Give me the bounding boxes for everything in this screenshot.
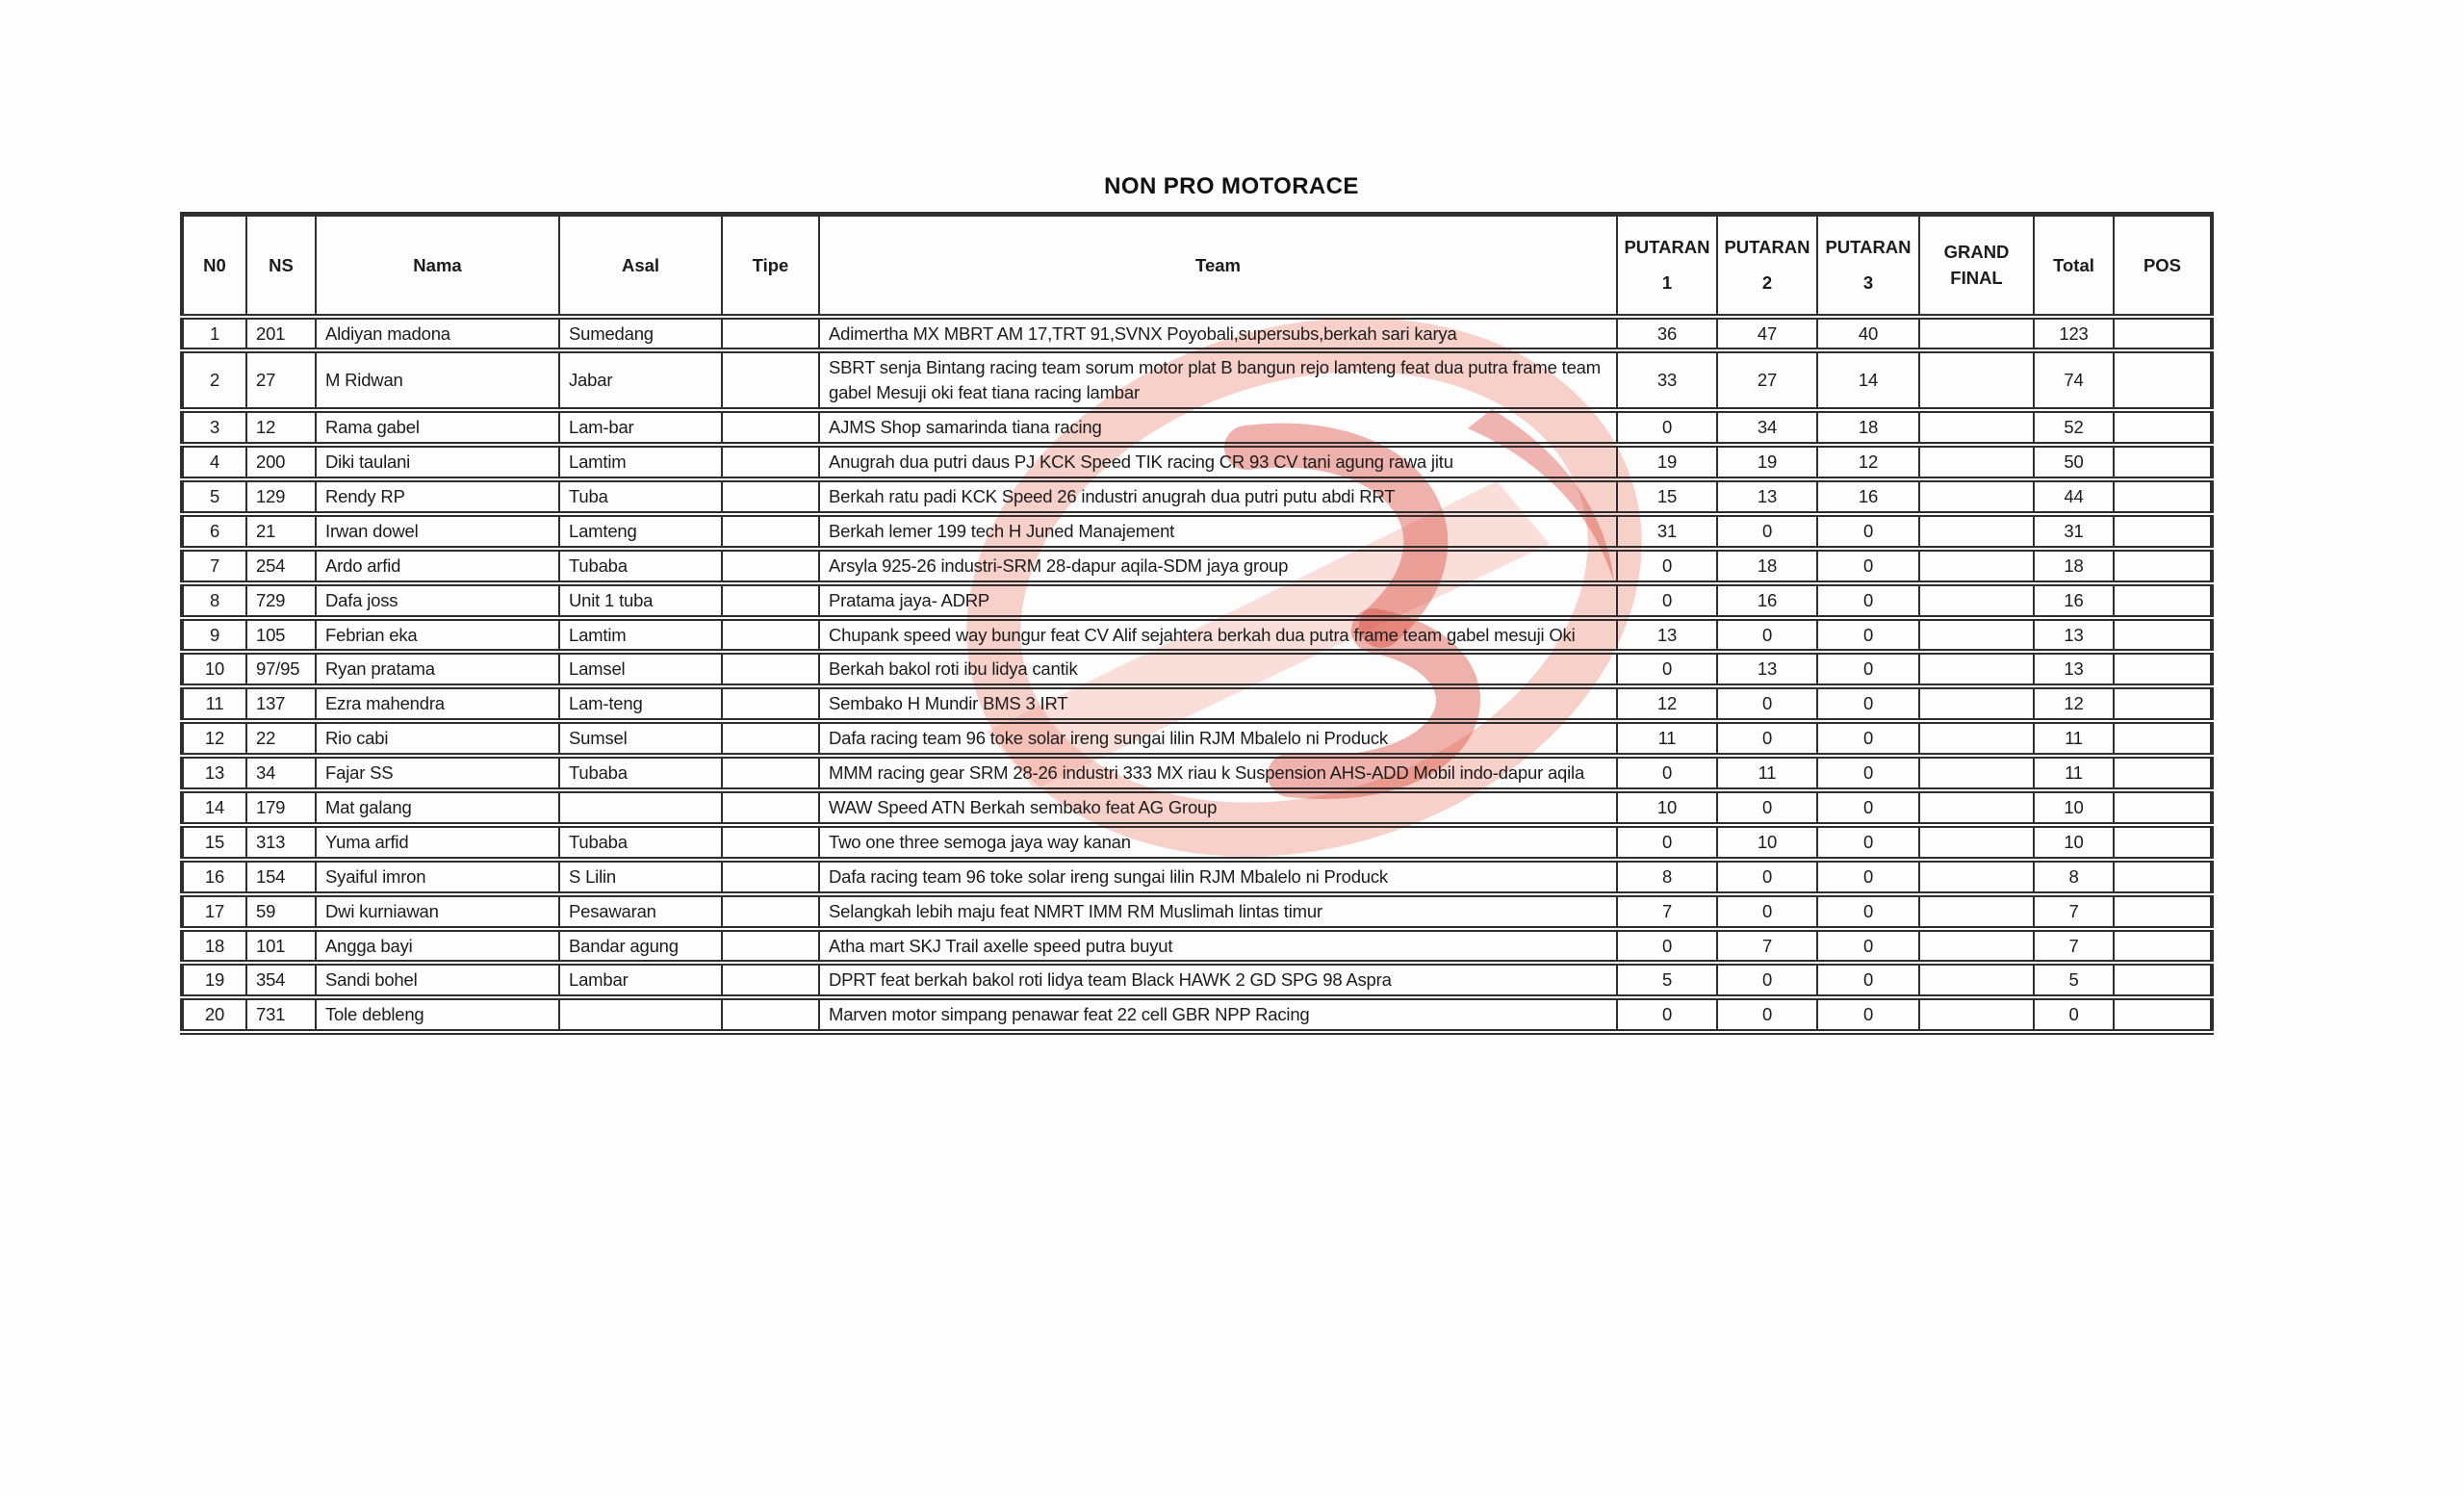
cell-gf <box>1919 686 2034 721</box>
cell-team: Arsyla 925-26 industri-SRM 28-dapur aqila-SDM jaya group <box>819 549 1617 583</box>
table-row <box>182 860 2212 894</box>
cell-no: 13 <box>182 756 246 790</box>
cell-team: Atha mart SKJ Trail axelle speed putra buyut <box>819 929 1617 964</box>
cell-nama: Irwan dowel <box>316 514 559 549</box>
cell-gf <box>1919 583 2034 618</box>
cell-p3: 12 <box>1817 445 1919 479</box>
cell-no: 8 <box>182 583 246 618</box>
cell-team: Dafa racing team 96 toke solar ireng sungai lilin RJM Mbalelo ni Produck <box>819 721 1617 756</box>
cell-p1: 12 <box>1617 686 1717 721</box>
cell-team: Anugrah dua putri daus PJ KCK Speed TIK racing CR 93 CV tani agung rawa jitu <box>819 445 1617 479</box>
cell-nama: M Ridwan <box>316 350 559 410</box>
cell-no: 9 <box>182 618 246 653</box>
cell-pos <box>2114 583 2212 618</box>
cell-tipe <box>722 317 819 351</box>
cell-total: 123 <box>2034 317 2114 351</box>
cell-nama: Rio cabi <box>316 721 559 756</box>
table-row <box>182 929 2212 964</box>
cell-p1: 10 <box>1617 790 1717 825</box>
table-row <box>182 963 2212 997</box>
cell-p1: 11 <box>1617 721 1717 756</box>
cell-tipe <box>722 860 819 894</box>
table-row <box>182 825 2212 860</box>
cell-total: 5 <box>2034 963 2114 997</box>
cell-p2: 18 <box>1717 549 1817 583</box>
cell-p1: 0 <box>1617 549 1717 583</box>
cell-total: 74 <box>2034 350 2114 410</box>
table-row <box>182 894 2212 929</box>
cell-tipe <box>722 652 819 686</box>
cell-p3: 14 <box>1817 350 1919 410</box>
cell-total: 13 <box>2034 618 2114 653</box>
cell-nama: Mat galang <box>316 790 559 825</box>
cell-ns: 729 <box>246 583 316 618</box>
cell-p1: 15 <box>1617 479 1717 514</box>
table-row <box>182 479 2212 514</box>
cell-p1: 0 <box>1617 652 1717 686</box>
cell-gf <box>1919 997 2034 1032</box>
column-header-p3: PUTARAN 3 <box>1817 215 1919 317</box>
cell-asal: Bandar agung <box>559 929 722 964</box>
cell-total: 50 <box>2034 445 2114 479</box>
cell-p3: 0 <box>1817 756 1919 790</box>
cell-asal: Tubaba <box>559 756 722 790</box>
cell-no: 2 <box>182 350 246 410</box>
cell-asal: Tuba <box>559 479 722 514</box>
cell-tipe <box>722 894 819 929</box>
cell-pos <box>2114 997 2212 1032</box>
cell-ns: 731 <box>246 997 316 1032</box>
cell-p2: 0 <box>1717 686 1817 721</box>
cell-no: 19 <box>182 963 246 997</box>
cell-tipe <box>722 479 819 514</box>
table-body <box>182 317 2212 1033</box>
cell-asal: Unit 1 tuba <box>559 583 722 618</box>
cell-no: 11 <box>182 686 246 721</box>
table-row <box>182 410 2212 445</box>
cell-gf <box>1919 652 2034 686</box>
cell-p1: 8 <box>1617 860 1717 894</box>
cell-ns: 201 <box>246 317 316 351</box>
cell-asal: Tubaba <box>559 825 722 860</box>
column-header-tipe: Tipe <box>722 215 819 317</box>
cell-pos <box>2114 652 2212 686</box>
cell-p1: 7 <box>1617 894 1717 929</box>
cell-gf <box>1919 549 2034 583</box>
cell-team: Selangkah lebih maju feat NMRT IMM RM Muslimah lintas timur <box>819 894 1617 929</box>
cell-tipe <box>722 549 819 583</box>
cell-team: Sembako H Mundir BMS 3 IRT <box>819 686 1617 721</box>
cell-team: Berkah ratu padi KCK Speed 26 industri anugrah dua putri putu abdi RRT <box>819 479 1617 514</box>
cell-pos <box>2114 686 2212 721</box>
cell-ns: 22 <box>246 721 316 756</box>
cell-p2: 27 <box>1717 350 1817 410</box>
cell-ns: 97/95 <box>246 652 316 686</box>
cell-pos <box>2114 721 2212 756</box>
cell-gf <box>1919 929 2034 964</box>
cell-pos <box>2114 445 2212 479</box>
column-header-pos: POS <box>2114 215 2212 317</box>
cell-p3: 0 <box>1817 860 1919 894</box>
cell-ns: 313 <box>246 825 316 860</box>
cell-asal: Sumedang <box>559 317 722 351</box>
cell-asal: Lambar <box>559 963 722 997</box>
cell-ns: 34 <box>246 756 316 790</box>
cell-gf <box>1919 963 2034 997</box>
cell-p1: 31 <box>1617 514 1717 549</box>
cell-ns: 354 <box>246 963 316 997</box>
cell-asal: Sumsel <box>559 721 722 756</box>
table-row <box>182 317 2212 351</box>
cell-p2: 0 <box>1717 514 1817 549</box>
cell-gf <box>1919 350 2034 410</box>
cell-total: 10 <box>2034 825 2114 860</box>
cell-ns: 200 <box>246 445 316 479</box>
cell-asal: Lamsel <box>559 652 722 686</box>
cell-p3: 0 <box>1817 686 1919 721</box>
cell-p3: 0 <box>1817 721 1919 756</box>
cell-p1: 0 <box>1617 997 1717 1032</box>
page-title: NON PRO MOTORACE <box>1104 173 1359 199</box>
column-header-ns: NS <box>246 215 316 317</box>
cell-nama: Dafa joss <box>316 583 559 618</box>
cell-no: 15 <box>182 825 246 860</box>
cell-pos <box>2114 350 2212 410</box>
cell-asal: Lamteng <box>559 514 722 549</box>
results-table <box>180 212 2214 1035</box>
cell-tipe <box>722 997 819 1032</box>
cell-p3: 0 <box>1817 514 1919 549</box>
cell-gf <box>1919 479 2034 514</box>
cell-asal: Lamtim <box>559 445 722 479</box>
cell-asal: Tubaba <box>559 549 722 583</box>
cell-team: Berkah lemer 199 tech H Juned Manajement <box>819 514 1617 549</box>
cell-nama: Rama gabel <box>316 410 559 445</box>
table-row <box>182 756 2212 790</box>
cell-total: 18 <box>2034 549 2114 583</box>
table-row <box>182 652 2212 686</box>
cell-tipe <box>722 445 819 479</box>
cell-pos <box>2114 894 2212 929</box>
cell-tipe <box>722 686 819 721</box>
cell-nama: Ezra mahendra <box>316 686 559 721</box>
cell-total: 44 <box>2034 479 2114 514</box>
cell-team: AJMS Shop samarinda tiana racing <box>819 410 1617 445</box>
cell-ns: 27 <box>246 350 316 410</box>
cell-team: DPRT feat berkah bakol roti lidya team Black HAWK 2 GD SPG 98 Aspra <box>819 963 1617 997</box>
cell-pos <box>2114 618 2212 653</box>
cell-no: 3 <box>182 410 246 445</box>
cell-no: 4 <box>182 445 246 479</box>
table-row <box>182 583 2212 618</box>
cell-team: MMM racing gear SRM 28-26 industri 333 MX riau k Suspension AHS-ADD Mobil indo-dapur aqila <box>819 756 1617 790</box>
cell-total: 10 <box>2034 790 2114 825</box>
cell-team: Marven motor simpang penawar feat 22 cell GBR NPP Racing <box>819 997 1617 1032</box>
cell-tipe <box>722 963 819 997</box>
cell-pos <box>2114 549 2212 583</box>
cell-nama: Ardo arfid <box>316 549 559 583</box>
cell-tipe <box>722 825 819 860</box>
cell-nama: Febrian eka <box>316 618 559 653</box>
cell-nama: Ryan pratama <box>316 652 559 686</box>
cell-no: 17 <box>182 894 246 929</box>
table-row <box>182 686 2212 721</box>
cell-gf <box>1919 860 2034 894</box>
cell-tipe <box>722 618 819 653</box>
table-row <box>182 997 2212 1032</box>
cell-p2: 0 <box>1717 790 1817 825</box>
cell-nama: Yuma arfid <box>316 825 559 860</box>
cell-gf <box>1919 825 2034 860</box>
cell-p3: 40 <box>1817 317 1919 351</box>
column-header-team: Team <box>819 215 1617 317</box>
cell-team: Chupank speed way bungur feat CV Alif sejahtera berkah dua putra frame team gabel mesuji Oki <box>819 618 1617 653</box>
cell-nama: Sandi bohel <box>316 963 559 997</box>
cell-p2: 13 <box>1717 652 1817 686</box>
cell-nama: Fajar SS <box>316 756 559 790</box>
cell-p1: 0 <box>1617 756 1717 790</box>
column-header-p1: PUTARAN 1 <box>1617 215 1717 317</box>
cell-pos <box>2114 929 2212 964</box>
cell-p1: 5 <box>1617 963 1717 997</box>
cell-p2: 0 <box>1717 721 1817 756</box>
cell-total: 12 <box>2034 686 2114 721</box>
cell-asal: Lamtim <box>559 618 722 653</box>
cell-total: 13 <box>2034 652 2114 686</box>
cell-p2: 0 <box>1717 860 1817 894</box>
column-header-no: N0 <box>182 215 246 317</box>
cell-tipe <box>722 583 819 618</box>
cell-asal <box>559 790 722 825</box>
cell-p1: 0 <box>1617 583 1717 618</box>
cell-p1: 33 <box>1617 350 1717 410</box>
cell-total: 16 <box>2034 583 2114 618</box>
cell-tipe <box>722 790 819 825</box>
cell-team: Two one three semoga jaya way kanan <box>819 825 1617 860</box>
cell-no: 1 <box>182 317 246 351</box>
table-row <box>182 549 2212 583</box>
cell-p1: 0 <box>1617 929 1717 964</box>
cell-pos <box>2114 317 2212 351</box>
cell-gf <box>1919 721 2034 756</box>
cell-p2: 47 <box>1717 317 1817 351</box>
cell-nama: Tole debleng <box>316 997 559 1032</box>
cell-asal: Jabar <box>559 350 722 410</box>
cell-tipe <box>722 756 819 790</box>
cell-p3: 0 <box>1817 549 1919 583</box>
cell-tipe <box>722 410 819 445</box>
cell-p3: 0 <box>1817 997 1919 1032</box>
cell-pos <box>2114 790 2212 825</box>
cell-total: 11 <box>2034 756 2114 790</box>
cell-tipe <box>722 350 819 410</box>
cell-team: SBRT senja Bintang racing team sorum motor plat B bangun rejo lamteng feat dua putra frame team gabel Mesuji oki feat tiana racing lambar <box>819 350 1617 410</box>
cell-pos <box>2114 410 2212 445</box>
cell-p1: 36 <box>1617 317 1717 351</box>
cell-p2: 0 <box>1717 618 1817 653</box>
cell-team: Berkah bakol roti ibu lidya cantik <box>819 652 1617 686</box>
cell-p3: 0 <box>1817 963 1919 997</box>
table-row <box>182 514 2212 549</box>
cell-team: Pratama jaya- ADRP <box>819 583 1617 618</box>
cell-ns: 12 <box>246 410 316 445</box>
cell-gf <box>1919 756 2034 790</box>
cell-p3: 0 <box>1817 583 1919 618</box>
cell-total: 8 <box>2034 860 2114 894</box>
cell-ns: 179 <box>246 790 316 825</box>
cell-p2: 0 <box>1717 997 1817 1032</box>
cell-ns: 137 <box>246 686 316 721</box>
cell-p3: 0 <box>1817 894 1919 929</box>
cell-ns: 21 <box>246 514 316 549</box>
cell-pos <box>2114 756 2212 790</box>
cell-nama: Syaiful imron <box>316 860 559 894</box>
cell-no: 18 <box>182 929 246 964</box>
cell-p2: 10 <box>1717 825 1817 860</box>
cell-total: 7 <box>2034 894 2114 929</box>
cell-pos <box>2114 514 2212 549</box>
cell-pos <box>2114 860 2212 894</box>
cell-ns: 254 <box>246 549 316 583</box>
cell-no: 10 <box>182 652 246 686</box>
cell-p2: 0 <box>1717 894 1817 929</box>
cell-p2: 13 <box>1717 479 1817 514</box>
cell-p3: 0 <box>1817 929 1919 964</box>
cell-no: 20 <box>182 997 246 1032</box>
cell-ns: 154 <box>246 860 316 894</box>
cell-gf <box>1919 410 2034 445</box>
results-sheet <box>180 173 2210 1035</box>
cell-team: WAW Speed ATN Berkah sembako feat AG Group <box>819 790 1617 825</box>
cell-tipe <box>722 721 819 756</box>
column-header-p2: PUTARAN 2 <box>1717 215 1817 317</box>
cell-asal: Lam-bar <box>559 410 722 445</box>
cell-ns: 129 <box>246 479 316 514</box>
cell-asal <box>559 997 722 1032</box>
cell-asal: S Lilin <box>559 860 722 894</box>
cell-no: 5 <box>182 479 246 514</box>
cell-total: 7 <box>2034 929 2114 964</box>
cell-ns: 101 <box>246 929 316 964</box>
cell-total: 0 <box>2034 997 2114 1032</box>
cell-p3: 0 <box>1817 790 1919 825</box>
cell-p1: 0 <box>1617 825 1717 860</box>
cell-no: 6 <box>182 514 246 549</box>
cell-p2: 19 <box>1717 445 1817 479</box>
cell-pos <box>2114 479 2212 514</box>
cell-nama: Angga bayi <box>316 929 559 964</box>
cell-p2: 16 <box>1717 583 1817 618</box>
cell-gf <box>1919 790 2034 825</box>
cell-p3: 0 <box>1817 825 1919 860</box>
table-row <box>182 445 2212 479</box>
column-header-gf: GRAND FINAL <box>1919 215 2034 317</box>
cell-ns: 105 <box>246 618 316 653</box>
column-header-nama: Nama <box>316 215 559 317</box>
cell-tipe <box>722 929 819 964</box>
cell-team: Dafa racing team 96 toke solar ireng sungai lilin RJM Mbalelo ni Produck <box>819 860 1617 894</box>
cell-nama: Aldiyan madona <box>316 317 559 351</box>
cell-nama: Rendy RP <box>316 479 559 514</box>
cell-no: 12 <box>182 721 246 756</box>
cell-gf <box>1919 317 2034 351</box>
cell-p3: 0 <box>1817 652 1919 686</box>
cell-no: 16 <box>182 860 246 894</box>
table-row <box>182 350 2212 410</box>
cell-ns: 59 <box>246 894 316 929</box>
cell-p1: 13 <box>1617 618 1717 653</box>
cell-p1: 19 <box>1617 445 1717 479</box>
header-row <box>182 215 2212 317</box>
cell-gf <box>1919 618 2034 653</box>
cell-gf <box>1919 514 2034 549</box>
cell-nama: Dwi kurniawan <box>316 894 559 929</box>
cell-total: 52 <box>2034 410 2114 445</box>
cell-total: 11 <box>2034 721 2114 756</box>
cell-no: 14 <box>182 790 246 825</box>
cell-nama: Diki taulani <box>316 445 559 479</box>
cell-p2: 0 <box>1717 963 1817 997</box>
cell-p3: 16 <box>1817 479 1919 514</box>
cell-team: Adimertha MX MBRT AM 17,TRT 91,SVNX Poyobali,supersubs,berkah sari karya <box>819 317 1617 351</box>
cell-no: 7 <box>182 549 246 583</box>
cell-asal: Lam-teng <box>559 686 722 721</box>
cell-p2: 11 <box>1717 756 1817 790</box>
table-row <box>182 790 2212 825</box>
table-row <box>182 721 2212 756</box>
cell-p3: 0 <box>1817 618 1919 653</box>
cell-total: 31 <box>2034 514 2114 549</box>
cell-pos <box>2114 963 2212 997</box>
cell-p3: 18 <box>1817 410 1919 445</box>
cell-tipe <box>722 514 819 549</box>
table-row <box>182 618 2212 653</box>
cell-asal: Pesawaran <box>559 894 722 929</box>
cell-p2: 7 <box>1717 929 1817 964</box>
cell-gf <box>1919 894 2034 929</box>
column-header-total: Total <box>2034 215 2114 317</box>
cell-p1: 0 <box>1617 410 1717 445</box>
column-header-asal: Asal <box>559 215 722 317</box>
cell-pos <box>2114 825 2212 860</box>
cell-gf <box>1919 445 2034 479</box>
cell-p2: 34 <box>1717 410 1817 445</box>
